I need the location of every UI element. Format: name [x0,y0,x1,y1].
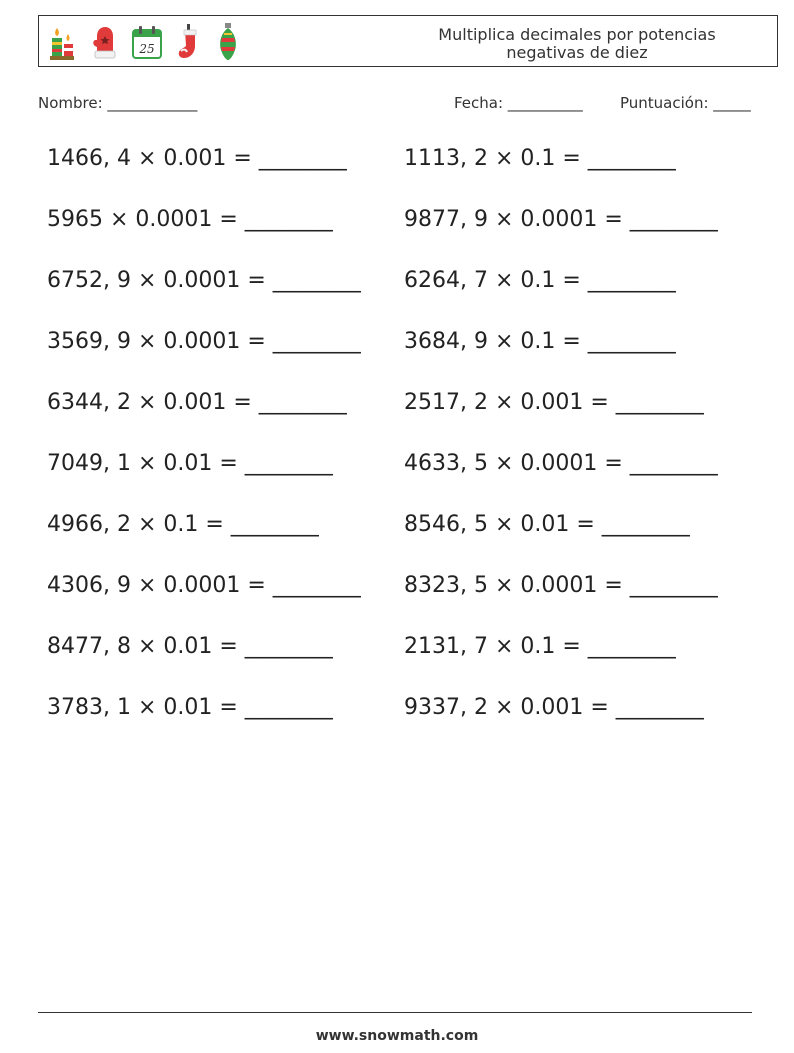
problem-7-right: 8546, 5 × 0.01 = ________ [404,512,690,537]
problem-5-right: 2517, 2 × 0.001 = ________ [404,390,704,415]
problem-10-right: 9337, 2 × 0.001 = ________ [404,695,704,720]
problem-3-right: 6264, 7 × 0.1 = ________ [404,268,676,293]
header-icons [47,20,241,64]
problem-8-right: 8323, 5 × 0.0001 = ________ [404,573,718,598]
problem-4-left: 3569, 9 × 0.0001 = ________ [47,329,361,354]
problem-9-right: 2131, 7 × 0.1 = ________ [404,634,676,659]
problem-6-right: 4633, 5 × 0.0001 = ________ [404,451,718,476]
calendar-day: 25 [139,42,155,56]
problem-6-left: 7049, 1 × 0.01 = ________ [47,451,333,476]
problem-10-left: 3783, 1 × 0.01 = ________ [47,695,333,720]
problem-7-left: 4966, 2 × 0.1 = ________ [47,512,319,537]
calendar-icon [131,22,163,62]
fecha-field: Fecha: __________ [454,94,583,112]
problem-2-right: 9877, 9 × 0.0001 = ________ [404,207,718,232]
problem-2-left: 5965 × 0.0001 = ________ [47,207,333,232]
footer-divider [38,1012,752,1013]
problem-1-right: 1113, 2 × 0.1 = ________ [404,146,676,171]
title-line-1: Multiplica decimales por potencias [438,25,716,44]
problem-8-left: 4306, 9 × 0.0001 = ________ [47,573,361,598]
problem-1-left: 1466, 4 × 0.001 = ________ [47,146,347,171]
candles-icon [47,22,77,62]
nombre-field: Nombre: ____________ [38,94,198,112]
footer-site-link[interactable]: www.snowmath.com [315,1028,479,1044]
mitten-icon [89,22,119,62]
problem-9-left: 8477, 8 × 0.01 = ________ [47,634,333,659]
title-line-2: negativas de diez [506,43,648,62]
puntuacion-field: Puntuación: _____ [620,94,751,112]
problem-4-right: 3684, 9 × 0.1 = ________ [404,329,676,354]
worksheet-title [427,26,727,62]
meta-row [38,94,770,116]
problem-5-left: 6344, 2 × 0.001 = ________ [47,390,347,415]
problem-3-left: 6752, 9 × 0.0001 = ________ [47,268,361,293]
header-box [38,15,778,67]
stocking-icon [175,22,203,62]
ornament-icon [215,22,241,62]
